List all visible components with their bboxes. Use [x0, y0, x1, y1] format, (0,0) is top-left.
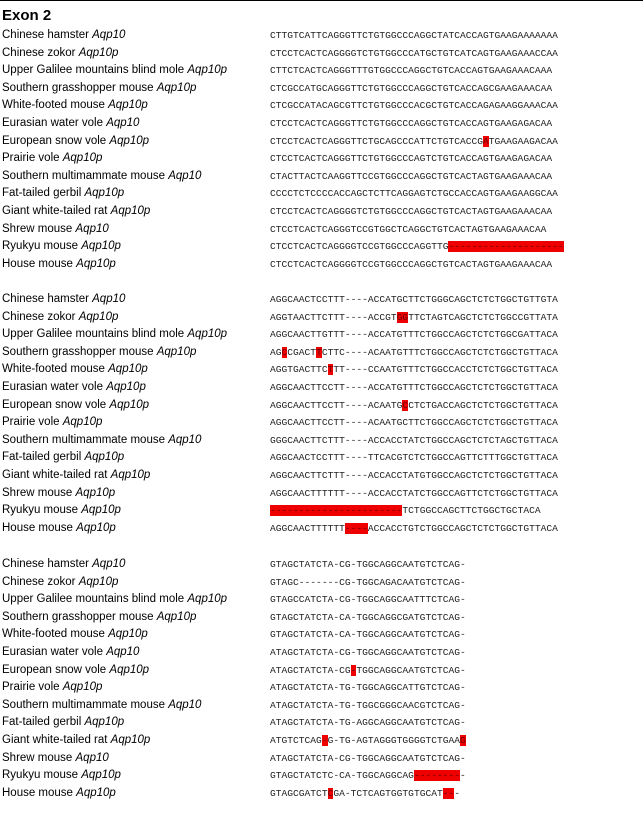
- species-label: [2, 203, 150, 220]
- sequence-segment: TTCTAGTCAGCTCTCTGGCCGTTATA: [408, 311, 558, 323]
- species-label: [2, 556, 125, 573]
- sequence: [270, 133, 558, 150]
- sequence-segment: AGGCAACTTCCTT----ACCATGTTTCTGGCCAGCTCTCTGGCTGTTACA: [270, 382, 558, 393]
- species-name: Chinese hamster: [2, 293, 89, 305]
- species-label: [2, 644, 139, 661]
- sequence: [270, 485, 558, 502]
- sequence: [270, 591, 466, 608]
- gene-name: Aqp10p: [62, 416, 103, 429]
- alignment-row: [0, 397, 643, 414]
- sequence: [270, 168, 552, 185]
- species-name: Prairie vole: [2, 152, 60, 165]
- mutation-highlight: --: [442, 787, 455, 799]
- sequence-segment: AGGCAACTTTTTT: [270, 522, 345, 534]
- species-label: [2, 168, 201, 185]
- sequence: [270, 397, 558, 414]
- sequence: [270, 309, 558, 326]
- gene-name: Aqp10p: [108, 363, 148, 376]
- alignment-row: [0, 591, 643, 608]
- species-name: Upper Galilee mountains blind mole: [2, 328, 185, 341]
- species-label: [2, 574, 118, 591]
- species-label: [2, 133, 149, 150]
- gene-name: Aqp10p: [78, 575, 119, 588]
- gene-name: Aqp10p: [62, 152, 103, 165]
- gene-name: Aqp10: [75, 222, 109, 235]
- alignment-row: [0, 27, 643, 44]
- sequence-segment: AGGCAACTCCTTT----ACCATGCTTCTGGGCAGCTCTCTGGCTGTTGTA: [270, 294, 558, 305]
- sequence-segment: AG: [270, 346, 282, 358]
- sequence-segment: CTCTGACCAGCTCTCTGGCTGTTACA: [408, 399, 558, 411]
- species-name: Southern multimammate mouse: [2, 433, 165, 446]
- sequence: [270, 767, 466, 784]
- species-name: White-footed mouse: [2, 628, 105, 641]
- species-label: [2, 344, 196, 361]
- sequence: [270, 97, 558, 114]
- sequence-segment: CTCCTCACTCAGGGGTCCGTGGCCCAGGTTG: [270, 241, 449, 253]
- sequence: [270, 679, 466, 696]
- species-name: Ryukyu mouse: [2, 504, 79, 517]
- species-name: Eurasian water vole: [2, 381, 103, 393]
- sequence: [270, 732, 466, 749]
- mutation-highlight: C: [281, 346, 288, 358]
- species-name: Upper Galilee mountains blind mole: [2, 593, 185, 606]
- gene-name: Aqp10p: [81, 769, 121, 782]
- species-name: Prairie vole: [2, 681, 60, 694]
- sequence-segment: GGGCAACTTCTTT----ACCACCTATCTGGCCAGCTCTCTAGCTGTTACA: [270, 434, 558, 446]
- alignment-row: [0, 574, 643, 591]
- gene-name: Aqp10: [75, 751, 109, 764]
- alignment-row: [0, 62, 643, 79]
- sequence-segment: CTCCTCACTCAGGGTCCGTGGCTCAGGCTGTCACTAGTGAAGAAACAA: [270, 223, 547, 235]
- species-label: [2, 361, 148, 378]
- alignment-row: [0, 221, 643, 238]
- sequence-segment: CTCCTCACTCAGGGGTCTGTGGCCCAGGCTGTCACTAGTGAAGAAACAA: [270, 206, 553, 217]
- species-name: House mouse: [2, 257, 73, 270]
- sequence: [270, 574, 466, 591]
- gene-name: Aqp10p: [76, 521, 116, 534]
- species-label: [2, 414, 102, 431]
- sequence-segment: CGACT: [287, 346, 317, 358]
- gene-name: Aqp10: [168, 169, 202, 182]
- sequence-segment: CTTC----ACAATGTTTCTGGCCAGCTCTCTGGCTGTTACA: [321, 346, 558, 358]
- sequence-segment: AGGTAACTTCTTT----ACCGT: [270, 311, 397, 323]
- species-name: European snow vole: [2, 398, 107, 411]
- mutation-highlight: T: [327, 364, 334, 376]
- gene-name: Aqp10p: [106, 381, 146, 393]
- alignment-row: [0, 662, 643, 679]
- sequence-segment: G-TG-AGTAGGGTGGGGTCTGAA: [327, 735, 461, 746]
- alignment-row: [0, 256, 643, 273]
- sequence: [270, 379, 558, 396]
- sequence: [270, 697, 466, 714]
- species-name: Chinese hamster: [2, 558, 89, 570]
- sequence-segment: GTAGCTATCTA-CA-TGGCAGGCGATGTCTCAG-: [270, 611, 466, 623]
- sequence-segment: GA-TCTCAGTGGTGTGCAT: [333, 787, 443, 799]
- sequence-segment: CTACTTACTCAAGGTTCCGTGGCCCAGGCTGTCACTAGTGAAGAAACAA: [270, 170, 553, 182]
- species-label: [2, 115, 139, 132]
- gene-name: Aqp10: [92, 558, 126, 570]
- sequence: [270, 750, 466, 767]
- alignment-row: [0, 291, 643, 308]
- sequence-segment: AGGTGACTTC: [270, 364, 328, 376]
- species-label: [2, 697, 201, 714]
- species-label: [2, 379, 146, 396]
- sequence-segment: ATAGCTATCTA-TG-TGGCAGGCATTGTCTCAG-: [270, 682, 466, 694]
- species-name: European snow vole: [2, 663, 107, 676]
- species-name: White-footed mouse: [2, 363, 105, 376]
- gene-name: Aqp10p: [108, 628, 148, 641]
- sequence: [270, 150, 552, 167]
- sequence-segment: ACCACCTGTCTGGCCAGCTCTCTGGCTGTTACA: [367, 522, 558, 534]
- sequence-segment: TGGCAGGCAATGTCTCAG-: [356, 664, 466, 676]
- sequence-segment: ATGTCTCAG: [270, 735, 322, 746]
- species-name: House mouse: [2, 521, 73, 534]
- alignment-row: [0, 185, 643, 202]
- species-name: House mouse: [2, 786, 73, 799]
- sequence: [270, 291, 558, 308]
- mutation-highlight: C: [402, 399, 409, 411]
- species-name: Fat-tailed gerbil: [2, 187, 82, 200]
- gene-name: Aqp10p: [187, 593, 228, 606]
- species-label: [2, 662, 149, 679]
- sequence-segment: CTCCTCACTCAGGGTTCTGCAGCCCATTCTGTCACCG: [270, 135, 484, 147]
- species-label: [2, 238, 121, 255]
- sequence: [270, 221, 546, 238]
- species-name: Prairie vole: [2, 416, 60, 429]
- alignment-row: [0, 344, 643, 361]
- species-label: [2, 291, 125, 308]
- mutation-highlight: --------: [413, 770, 460, 782]
- mutation-highlight: A: [483, 135, 489, 147]
- species-label: [2, 732, 150, 749]
- gene-name: Aqp10: [168, 698, 202, 711]
- species-label: [2, 397, 149, 414]
- species-name: Shrew mouse: [2, 222, 73, 235]
- gene-name: Aqp10p: [76, 786, 116, 799]
- alignment-row: [0, 626, 643, 643]
- species-name: Chinese hamster: [2, 29, 89, 41]
- species-label: [2, 679, 102, 696]
- sequence: [270, 467, 558, 484]
- sequence: [270, 344, 558, 361]
- gene-name: Aqp10p: [109, 134, 150, 147]
- alignment-row: [0, 732, 643, 749]
- alignment-row: [0, 609, 643, 626]
- sequence-segment: ATAGCTATCTA-CG-TGGCAGGCAATGTCTCAG-: [270, 647, 466, 658]
- sequence: [270, 626, 466, 643]
- sequence-segment: AGGCAACTTCCTT----ACAATGCTTCTGGCCAGCTCTCTGGCTGTTACA: [270, 417, 558, 429]
- species-name: Southern grasshopper mouse: [2, 81, 154, 94]
- alignment-row: [0, 45, 643, 62]
- gene-name: Aqp10p: [156, 610, 197, 623]
- sequence-segment: ATAGCTATCTA-CG-TGGCAGGCAATGTCTCAG-: [270, 752, 466, 764]
- gene-name: Aqp10p: [84, 716, 125, 729]
- alignment-row: [0, 556, 643, 573]
- gene-name: Aqp10: [106, 646, 140, 658]
- sequence: [270, 609, 466, 626]
- mutation-highlight: G: [460, 735, 466, 746]
- sequence-segment: AGGCAACTTTTTT----ACCACCTATCTGGCCAGTTCTCTGGCTGTTACA: [270, 487, 558, 499]
- gene-name: Aqp10p: [78, 310, 119, 323]
- species-label: [2, 449, 124, 466]
- sequence: [270, 714, 466, 731]
- alignment-row: [0, 238, 643, 255]
- alignment-row: [0, 449, 643, 466]
- sequence-segment: GTAGCTATCTA-CA-TGGCAGGCAATGTCTCAG-: [270, 629, 466, 641]
- species-label: [2, 520, 116, 537]
- sequence-segment: CTCGCCATACAGCGTTCTGTGGCCCACGCTGTCACCAGAGAAGGAAACAA: [270, 100, 558, 112]
- alignment-row: [0, 97, 643, 114]
- alignment-row: [0, 361, 643, 378]
- sequence: [270, 80, 552, 97]
- gene-name: Aqp10: [168, 433, 202, 446]
- gene-name: Aqp10p: [110, 469, 151, 481]
- sequence: [270, 361, 558, 378]
- sequence: [270, 414, 558, 431]
- gene-name: Aqp10p: [110, 734, 151, 746]
- alignment-row: [0, 150, 643, 167]
- sequence-segment: AGGCAACTTCCTT----ACAATG: [270, 399, 403, 411]
- species-name: European snow vole: [2, 134, 107, 147]
- species-name: Giant white-tailed rat: [2, 469, 108, 481]
- alignment-row: [0, 750, 643, 767]
- sequence-segment: CCCCTCTCCCCACCAGCTCTTCAGGAGTCTGCCACCAGTGAAGAAGGCAA: [270, 188, 558, 200]
- mutation-highlight: GG: [396, 311, 409, 323]
- gene-name: Aqp10p: [78, 46, 119, 59]
- sequence-segment: CTCCTCACTCAGGGGTCCGTGGCCCAGGCTGTCACTAGTGAAGAAACAA: [270, 258, 553, 270]
- alignment-row: [0, 414, 643, 431]
- sequence: [270, 520, 558, 537]
- gene-name: Aqp10p: [187, 64, 228, 77]
- sequence: [270, 785, 460, 802]
- mutation-highlight: C: [327, 787, 334, 799]
- species-label: [2, 432, 201, 449]
- alignment-row: [0, 326, 643, 343]
- alignment-row: [0, 714, 643, 731]
- sequence-segment: CTCCTCACTCAGGGGTCTGTGGCCCATGCTGTCATCAGTGAAGAAACCAA: [270, 47, 558, 59]
- alignment-row: [0, 432, 643, 449]
- sequence: [270, 326, 558, 343]
- alignment-row: [0, 520, 643, 537]
- species-name: Shrew mouse: [2, 486, 73, 499]
- gene-name: Aqp10p: [110, 205, 151, 217]
- top-border-line: [0, 0, 643, 1]
- sequence-segment: ATAGCTATCTA-TG-AGGCAGGCAATGTCTCAG-: [270, 717, 466, 729]
- sequence-segment: GTAGC-------CG-TGGCAGACAATGTCTCAG-: [270, 576, 466, 588]
- sequence: [270, 644, 466, 661]
- sequence: [270, 432, 558, 449]
- sequence: [270, 662, 466, 679]
- sequence-segment: ATAGCTATCTA-TG-TGGCGGGCAACGTCTCAG-: [270, 699, 466, 711]
- mutation-highlight: -: [350, 664, 357, 676]
- species-name: Southern multimammate mouse: [2, 698, 165, 711]
- alignment-row: [0, 644, 643, 661]
- mutation-highlight: ----: [344, 522, 368, 534]
- alignment-row: [0, 203, 643, 220]
- species-label: [2, 609, 196, 626]
- sequence-segment: GTAGCTATCTA-CG-TGGCAGGCAATGTCTCAG-: [270, 559, 466, 570]
- gene-name: Aqp10: [92, 293, 126, 305]
- gene-name: Aqp10p: [109, 398, 150, 411]
- alignment-row: [0, 379, 643, 396]
- species-name: Upper Galilee mountains blind mole: [2, 64, 185, 77]
- sequence-segment: TGAAGAAGACAA: [488, 135, 558, 147]
- species-name: Chinese zokor: [2, 46, 76, 59]
- sequence: [270, 185, 558, 202]
- species-label: [2, 150, 102, 167]
- sequence-segment: GTAGCTATCTC-CA-TGGCAGGCAG: [270, 770, 414, 782]
- species-name: Shrew mouse: [2, 751, 73, 764]
- sequence: [270, 45, 558, 62]
- species-name: Eurasian water vole: [2, 117, 103, 129]
- sequence-segment: GTAGCGATCT: [270, 787, 328, 799]
- sequence-segment: -: [454, 787, 461, 799]
- sequence: [270, 238, 564, 255]
- alignment-row: [0, 80, 643, 97]
- species-name: Southern multimammate mouse: [2, 169, 165, 182]
- species-label: [2, 326, 227, 343]
- mutation-highlight: -----------------------: [270, 505, 403, 517]
- species-label: [2, 626, 148, 643]
- alignment-row: [0, 697, 643, 714]
- gene-name: Aqp10p: [81, 504, 121, 517]
- species-name: Southern grasshopper mouse: [2, 345, 154, 358]
- gene-name: Aqp10p: [156, 345, 197, 358]
- sequence-segment: CTTCTCACTCAGGGTTTGTGGCCCAGGCTGTCACCAGTGAAGAAACAAA: [270, 65, 553, 77]
- species-label: [2, 97, 148, 114]
- alignment-row: [0, 115, 643, 132]
- gene-name: Aqp10p: [81, 240, 121, 253]
- sequence-segment: TT----CCAATGTTTCTGGCCACCTCTCTGGCTGTTACA: [333, 364, 558, 376]
- sequence: [270, 27, 558, 44]
- sequence: [270, 449, 558, 466]
- alignment-row: [0, 502, 643, 519]
- species-name: Giant white-tailed rat: [2, 734, 108, 746]
- species-name: White-footed mouse: [2, 99, 105, 112]
- gene-name: Aqp10p: [84, 187, 125, 200]
- species-label: [2, 256, 116, 273]
- mutation-highlight: --------------------: [448, 241, 564, 253]
- gene-name: Aqp10p: [156, 81, 197, 94]
- species-label: [2, 485, 115, 502]
- species-label: [2, 221, 109, 238]
- sequence: [270, 115, 552, 132]
- gene-name: Aqp10p: [76, 257, 116, 270]
- species-name: Chinese zokor: [2, 310, 76, 323]
- gene-name: Aqp10p: [62, 681, 103, 694]
- species-label: [2, 185, 124, 202]
- species-label: [2, 62, 227, 79]
- species-name: Giant white-tailed rat: [2, 205, 108, 217]
- species-label: [2, 467, 150, 484]
- sequence-segment: AGGCAACTTCTTT----ACCACCTATGTGGCCAGCTCTCTGGCTGTTACA: [270, 470, 558, 481]
- alignment-row: [0, 767, 643, 784]
- alignment-row: [0, 309, 643, 326]
- species-label: [2, 309, 118, 326]
- sequence: [270, 502, 541, 519]
- sequence-segment: TCTGGCCAGCTTCTGGCTGCTACA: [402, 505, 541, 517]
- sequence: [270, 256, 552, 273]
- alignment-row: [0, 785, 643, 802]
- gene-name: Aqp10p: [75, 486, 116, 499]
- gene-name: Aqp10p: [109, 663, 150, 676]
- gene-name: Aqp10p: [108, 99, 148, 112]
- species-label: [2, 80, 196, 97]
- species-label: [2, 502, 121, 519]
- sequence: [270, 203, 552, 220]
- gene-name: Aqp10p: [187, 328, 228, 341]
- sequence-segment: GTAGCCATCTA-CG-TGGCAGGCAATTTCTCAG-: [270, 594, 466, 606]
- species-label: [2, 767, 121, 784]
- species-label: [2, 27, 125, 44]
- species-name: Southern grasshopper mouse: [2, 610, 154, 623]
- sequence-segment: CTCCTCACTCAGGGTTCTGTGGCCCAGGCTGTCACCAGTGAAGAGACAA: [270, 118, 553, 129]
- alignment-row: [0, 133, 643, 150]
- sequence: [270, 556, 466, 573]
- species-label: [2, 750, 109, 767]
- gene-name: Aqp10: [106, 117, 140, 129]
- alignment-row: [0, 485, 643, 502]
- gene-name: Aqp10p: [84, 451, 125, 464]
- species-name: Chinese zokor: [2, 575, 76, 588]
- mutation-highlight: T: [316, 346, 322, 358]
- species-name: Ryukyu mouse: [2, 240, 79, 253]
- sequence-segment: CTTGTCATTCAGGGTTCTGTGGCCCAGGCTATCACCAGTGAAGAAAAAAA: [270, 30, 558, 41]
- figure-title: Exon 2: [2, 7, 52, 24]
- alignment-row: [0, 168, 643, 185]
- species-name: Ryukyu mouse: [2, 769, 79, 782]
- species-label: [2, 45, 118, 62]
- sequence-segment: AGGCAACTTGTTT----ACCATGTTTCTGGCCAGCTCTCTGGCGATTACA: [270, 329, 558, 341]
- sequence-segment: ATAGCTATCTA-CG: [270, 664, 351, 676]
- species-label: [2, 714, 124, 731]
- species-label: [2, 785, 116, 802]
- sequence-segment: -: [460, 770, 466, 782]
- species-name: Fat-tailed gerbil: [2, 451, 82, 464]
- sequence: [270, 62, 552, 79]
- species-label: [2, 591, 227, 608]
- species-name: Eurasian water vole: [2, 646, 103, 658]
- species-name: Fat-tailed gerbil: [2, 716, 82, 729]
- gene-name: Aqp10: [92, 29, 126, 41]
- sequence-segment: CTCGCCATGCAGGGTTCTGTGGCCCAGGCTGTCACCAGCGAAGAAACAA: [270, 82, 553, 94]
- sequence-segment: CTCCTCACTCAGGGTTCTGTGGCCCAGTCTGTCACCAGTGAAGAGACAA: [270, 153, 553, 165]
- sequence-segment: AGGCAACTCCTTT----TTCACGTCTCTGGCCAGTTCTTTGGCTGTTACA: [270, 452, 558, 464]
- alignment-row: [0, 679, 643, 696]
- alignment-row: [0, 467, 643, 484]
- mutation-highlight: -: [321, 735, 328, 746]
